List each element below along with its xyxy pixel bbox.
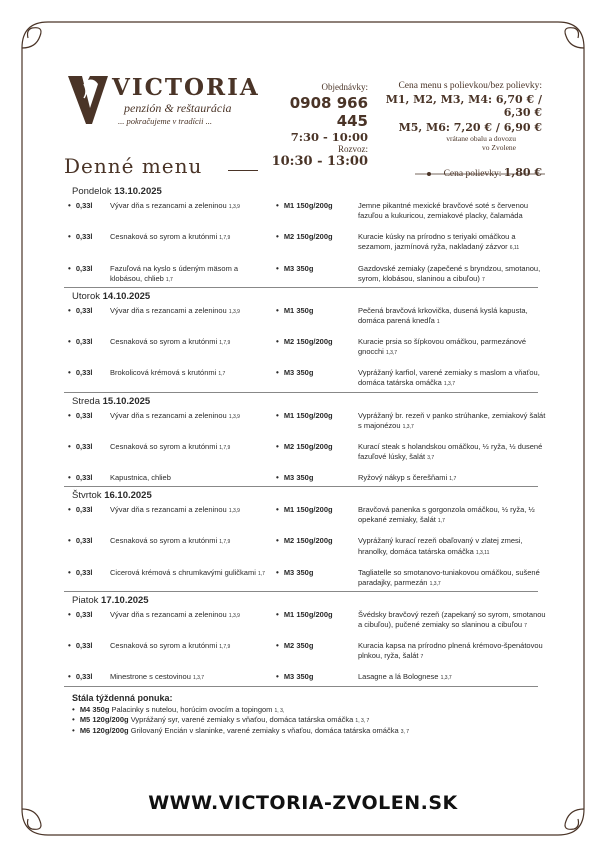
soup-volume: • 0,33l [64,306,110,315]
meal-code: • M3 350g [272,672,358,681]
soup-allergens: 1,7,9 [219,444,231,451]
soup-name: Vývar dňa s rezancami a zeleninou [110,410,227,420]
soup-name: Vývar dňa s rezancami a zeleninou [110,505,227,515]
brand-subtitle: penzión & reštaurácia [124,101,232,115]
orders-block [264,82,368,169]
day-heading [72,291,548,302]
website-link[interactable]: WWW.VICTORIA-ZVOLEN.SK [148,792,458,814]
soup-volume: • 0,33l [64,505,110,514]
soup-name: Cesnaková so syrom a krutónmi [110,441,218,451]
soup-name: Cesnaková so syrom a krutónmi [110,536,218,546]
soup-volume: • 0,33l [64,368,110,377]
soup-allergens: 1,7,9 [219,644,231,651]
order-hours: 7:30 - 10:00 [290,130,368,144]
day-heading [72,595,548,606]
soup-item [110,672,272,682]
meal-item [358,264,548,284]
meal-item [358,368,548,388]
meal-code: • M3 350g [272,473,358,482]
menu-row [64,568,548,588]
meal-name: Pečená bravčová krkovička, dusená kyslá kapusta, domáca parená knedľa [358,305,528,325]
victoria-logo [66,74,266,134]
day-separator [64,287,538,288]
day-name: Utorok [72,290,100,302]
row-gap [64,462,548,473]
meal-item [358,201,548,221]
meal-item [358,536,548,556]
meal-code: • M2 150g/200g [272,337,358,346]
row-gap [64,253,548,264]
row-gap [64,525,548,536]
meal-item [358,568,548,588]
phone-number[interactable]: 0908 966 445 [289,94,368,130]
meal-name: Kuracia kapsa na prírodno plnená krémovo-špenátovou plnkou, ryža, šalát [358,641,543,661]
weekly-text: Grilovaný Encián v slaninke, varené zemiaky s vňaťou, domáca tatárska omáčka [130,726,399,736]
day-date: 14.10.2025 [102,290,151,302]
weekly-code: M6 120g/200g [79,726,129,736]
meal-code: • M3 350g [272,264,358,273]
meal-code: • M2 150g/200g [272,442,358,451]
soup-item [110,505,272,515]
soup-allergens: 1,3,9 [228,308,240,315]
meal-code: • M2 350g [272,641,358,650]
meal-item [358,306,548,326]
soup-item [110,264,272,284]
soup-name: Vývar dňa s rezancami a zeleninou [110,201,227,210]
weekly-text: Palacinky s nutelou, horúcim ovocím a topingom [111,704,273,714]
row-gap [64,431,548,442]
meal-item [358,641,548,661]
meal-name: Švédsky bravčový rezeň (zapekaný so syrom, smotanou a cibuľou), pučené zemiaky so slaninou a cibuľou [358,609,546,629]
row-gap [64,221,548,232]
meal-code: • M2 150g/200g [272,232,358,241]
soup-allergens: 1,7 [257,570,265,577]
soup-name: Kapustnica, chlieb [110,473,171,482]
soup-allergens: 1,3,9 [228,612,240,619]
meal-allergens: 1,3,7 [440,675,452,682]
weekly-offer [64,693,548,737]
soup-volume: • 0,33l [64,337,110,346]
title-underline [228,170,258,171]
soup-item [110,442,272,452]
meal-name: Kurací steak s holandskou omáčkou, ½ ryža, ½ dusené fazuľové lúsky, šalát [358,441,543,461]
menu-row [64,641,548,661]
meal-allergens: 1,3,11 [475,549,490,556]
soup-name: Brokolicová krémová s krutónmi [110,368,217,378]
meal-item [358,473,548,483]
meal-name: Kuracie prsia so šípkovou omáčkou, parmezánové gnocchi [358,337,527,357]
soup-item [110,536,272,546]
meal-allergens: 1,3,7 [402,423,414,430]
menu-row [64,672,548,682]
meal-item [358,337,548,357]
menu-row [64,610,548,630]
soup-allergens: 1,7 [218,371,226,378]
meal-name: Bravčová panenka s gorgonzola omáčkou, ½ ryža, ½ opekané zemiaky, šalát [358,505,535,525]
meal-code: • M1 150g/200g [272,411,358,420]
orders-label: Objednávky: [321,82,368,92]
day-date: 16.10.2025 [104,490,152,502]
row-gap [64,357,548,368]
price-note-2: vo Zvolene [482,143,516,152]
soup-allergens: 1,7,9 [219,235,231,242]
soup-volume: • 0,33l [64,442,110,451]
soup-volume: • 0,33l [64,672,110,681]
day-date: 13.10.2025 [114,186,162,197]
weekly-allergens: 1, 3, [274,707,285,714]
soup-name: Vývar dňa s rezancami a zeleninou [110,609,227,619]
day-separator [64,686,538,687]
meal-code: • M1 350g [272,306,358,315]
soup-volume: • 0,33l [64,568,110,577]
meal-name: Tagliatelle so smotanovo-tuniakovou omáčkou, sušené paradajky, parmezán [358,567,540,587]
delivery-label: Rozvoz: [338,144,368,154]
menu-row [64,411,548,431]
weekly-item [72,715,548,726]
meal-name: Vyprážaný kurací rezeň obaľovaný v zlatej zmesi, hranolky, domáca tatárska omáčka [358,536,523,556]
soup-name: Minestrone s cestovinou [110,672,191,682]
meal-item [358,442,548,462]
day-name: Piatok [72,594,99,606]
menu-row [64,264,548,284]
meal-item [358,411,548,431]
soup-volume: • 0,33l [64,264,110,273]
menu-row [64,536,548,556]
day-separator [64,591,538,592]
meal-item [358,672,548,682]
day-heading [72,396,548,407]
day-date: 17.10.2025 [101,594,149,606]
meal-name: Jemne pikantné mexické bravčové soté s červenou fazuľou a kukuricou, zemiakové placky, čalamáda [358,201,529,221]
weekly-item [72,726,548,737]
meal-allergens: 7 [524,623,527,629]
soup-item [110,232,272,242]
menu-row [64,337,548,357]
soup-item [110,201,272,211]
meal-allergens: 7 [481,276,485,283]
day-name: Streda [72,395,100,407]
soup-name: Cesnaková so syrom a krutónmi [110,337,218,346]
meal-allergens: 7 [420,654,424,661]
soup-item [110,568,272,578]
day-name: Štvrtok [72,490,102,502]
price-note-1: vrátane obalu a dovozu [446,134,516,143]
price-line-2: M5, M6: 7,20 € / 6,90 € [398,121,542,134]
day-date: 15.10.2025 [102,395,151,407]
price-header: Cena menu s polievkou/bez polievky: [398,81,542,91]
day-heading [72,490,548,501]
meal-code: • M1 150g/200g [272,610,358,619]
row-gap [64,630,548,641]
divider-ornament [415,172,545,176]
menu-row [64,505,548,525]
meal-name: Kuracie kúsky na prírodno s teriyaki omáčkou a sezamom, jazmínová ryža, nakladaný zázvor [358,232,516,252]
soup-allergens: 1,7,9 [219,340,231,346]
meal-code: • M1 150g/200g [272,201,358,210]
soup-allergens: 1,7,9 [219,539,231,546]
soup-item [110,337,272,347]
soup-volume: • 0,33l [64,610,110,619]
soup-volume: • 0,33l [64,201,110,210]
meal-name: Lasagne a lá Bolognese [358,672,439,682]
menu-row [64,473,548,483]
soup-item [110,641,272,651]
meal-code: • M1 150g/200g [272,505,358,514]
soup-name: Cicerová krémová s chrumkavými guličkami [110,567,256,577]
soup-name: Cesnaková so syrom a krutónmi [110,232,218,242]
soup-volume: • 0,33l [64,641,110,650]
soup-allergens: 1,3,9 [228,508,240,515]
meal-name: Ryžový nákyp s čerešňami [358,473,448,482]
meal-item [358,610,548,630]
day-heading [72,186,548,197]
brand-name: VICTORIA [112,74,260,101]
meal-name: Vyprážaný br. rezeň v panko strúhanke, zemiakový šalát s majonézou [358,410,546,430]
meal-allergens: 1,7 [437,518,445,525]
weekly-title: Stála týždenná ponuka: [72,692,173,703]
soup-name: Fazuľová na kyslo s údeným mäsom a klobásou, chlieb [110,263,239,283]
page-title: Denné menu [64,154,203,178]
meal-allergens: 1,3,7 [385,350,398,357]
soup-volume: • 0,33l [64,473,110,482]
brand-tagline: ... pokračujeme v tradícii ... [118,116,212,126]
soup-name: Cesnaková so syrom a krutónmi [110,641,218,651]
weekly-item [72,705,548,716]
menu-row [64,201,548,221]
soup-name: Vývar dňa s rezancami a zeleninou [110,305,227,315]
row-gap [64,557,548,568]
meal-code: • M2 150g/200g [272,536,358,545]
weekly-allergens: 1, 3, 7 [355,718,370,725]
row-gap [64,326,548,337]
meal-name: Gazdovské zemiaky (zapečené s bryndzou, smotanou, syrom, klobásou, slaninou a cibuľou) [358,263,541,283]
soup-volume: • 0,33l [64,411,110,420]
soup-allergens: 1,3,9 [228,413,240,420]
weekly-allergens: 3, 7 [400,729,410,736]
row-gap [64,661,548,672]
soup-price-label: Cena polievky: [443,169,502,179]
weekly-code: M5 120g/200g [79,715,129,725]
soup-allergens: 1,7 [165,276,173,283]
soup-price-value: 1,80 € [503,166,542,179]
menu-row [64,442,548,462]
soup-item [110,610,272,620]
meal-allergens: 1,7 [449,476,457,482]
soup-item [110,368,272,378]
meal-allergens: 1,3,7 [443,381,456,388]
delivery-hours: 10:30 - 13:00 [271,154,368,169]
soup-volume: • 0,33l [64,536,110,545]
meal-allergens: 3,7 [427,454,435,461]
meal-name: Vyprážaný karfiol, varené zemiaky s maslom a vňaťou, domáca tatárska omáčka [358,368,540,388]
soup-allergens: 1,3,7 [192,675,205,682]
meal-allergens: 1 [436,318,440,325]
meal-item [358,232,548,252]
menu-row [64,306,548,326]
meal-allergens: 1,3,7 [429,580,441,587]
meal-code: • M3 350g [272,368,358,377]
meal-allergens: 6,11 [509,245,520,252]
meal-code: • M3 350g [272,568,358,577]
prices-block [376,81,542,179]
day-separator [64,392,538,393]
soup-item [110,306,272,316]
weekly-text: Vyprážaný syr, varené zemiaky s vňaťou, domáca tatárska omáčka [130,715,354,725]
soup-volume: • 0,33l [64,232,110,241]
menu-row [64,368,548,388]
menu-row [64,232,548,252]
soup-item [110,411,272,421]
day-name: Pondelok [72,186,112,197]
victoria-v-icon [66,74,110,126]
soup-item [110,473,272,483]
meal-item [358,505,548,525]
day-separator [64,486,538,487]
soup-allergens: 1,3,9 [228,204,240,210]
menu-table [64,186,548,737]
price-line-1: M1, M2, M3, M4: 6,70 € / 6,30 € [385,93,542,119]
weekly-code: M4 350g [79,704,110,714]
